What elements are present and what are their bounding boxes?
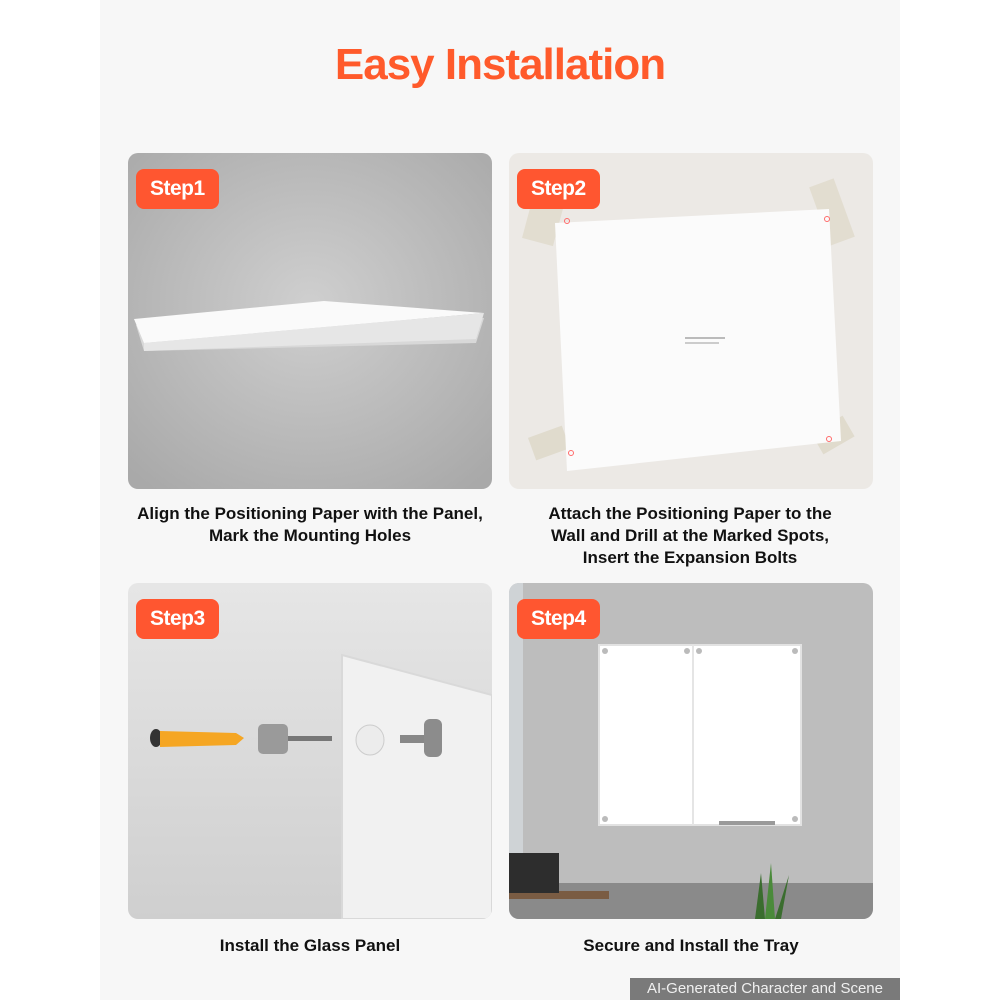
step1-badge: Step1 bbox=[136, 169, 219, 209]
ai-generated-note: AI-Generated Character and Scene bbox=[630, 978, 900, 1000]
glass-panel bbox=[342, 655, 492, 919]
step2-caption-line: Wall and Drill at the Marked Spots, bbox=[550, 526, 830, 545]
step4-badge: Step4 bbox=[517, 599, 600, 639]
step2-card bbox=[509, 153, 873, 489]
page-title: Easy Installation bbox=[334, 40, 666, 89]
step1-card bbox=[128, 153, 492, 489]
step2-badge: Step2 bbox=[517, 169, 600, 209]
step2-caption-line: Attach the Positioning Paper to the bbox=[548, 504, 832, 523]
step1-caption-line: Align the Positioning Paper with the Panel, bbox=[137, 504, 483, 523]
positioning-paper bbox=[555, 209, 841, 471]
step3-caption bbox=[128, 935, 492, 957]
step4-caption-line: Secure and Install the Tray bbox=[583, 936, 799, 955]
step2-caption bbox=[500, 503, 880, 569]
step4-caption bbox=[509, 935, 873, 957]
step4-card bbox=[509, 583, 873, 919]
step2-caption-line: Insert the Expansion Bolts bbox=[582, 548, 798, 567]
step3-caption-line: Install the Glass Panel bbox=[219, 936, 401, 955]
office-chair bbox=[509, 853, 559, 893]
standoff-cap bbox=[258, 724, 288, 754]
expansion-anchor bbox=[160, 731, 244, 747]
step3-badge: Step3 bbox=[136, 599, 219, 639]
screw-cap bbox=[424, 719, 442, 757]
marker-tray bbox=[719, 821, 775, 825]
step1-caption bbox=[110, 503, 510, 547]
step3-card bbox=[128, 583, 492, 919]
step1-caption-line: Mark the Mounting Holes bbox=[208, 526, 412, 545]
glass-whiteboard bbox=[599, 645, 801, 825]
